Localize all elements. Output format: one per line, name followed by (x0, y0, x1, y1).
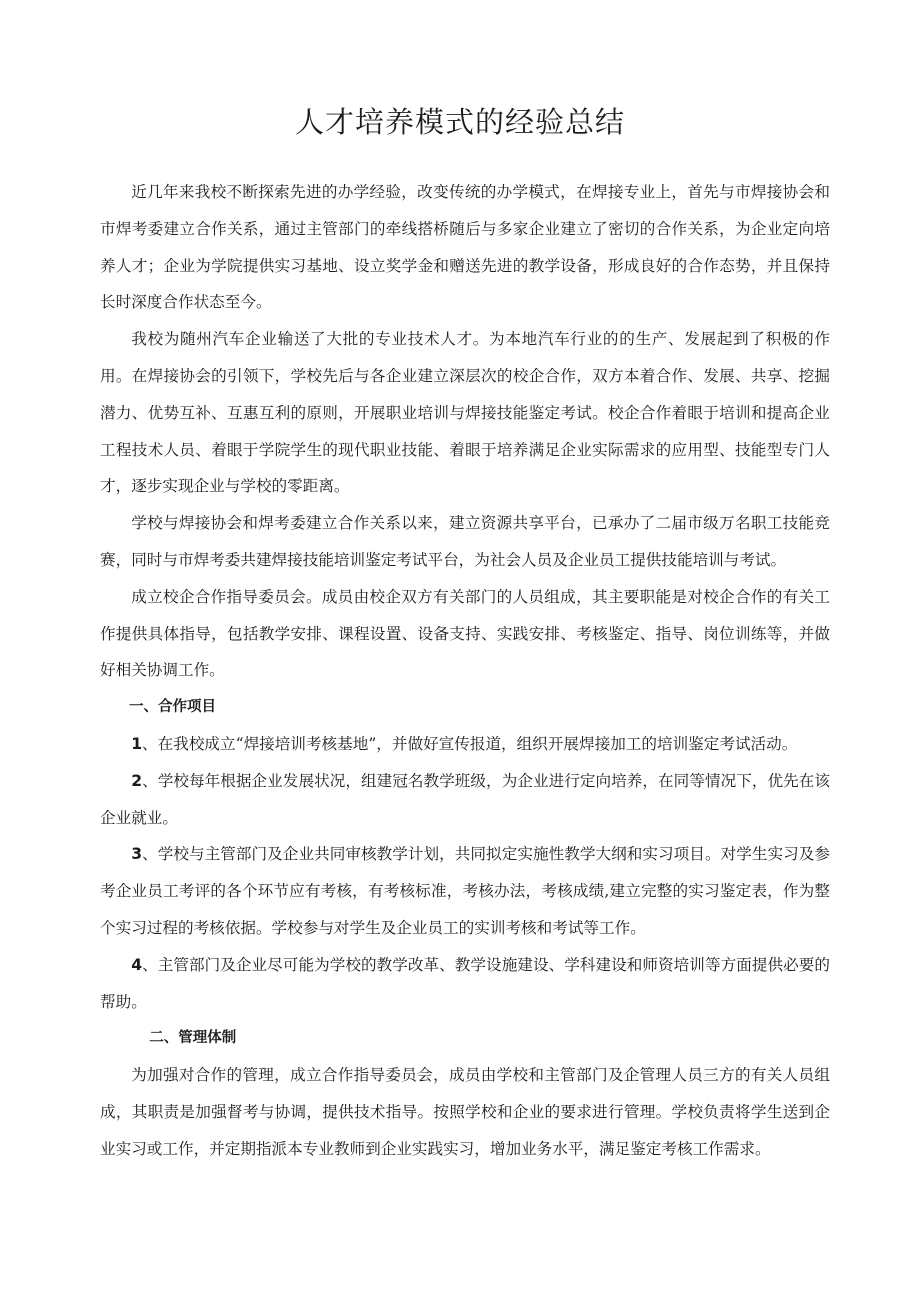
list-item (100, 947, 830, 1021)
paragraph-resource-sharing: 学校与焊接协会和焊考委建立合作关系以来，建立资源共享平台，已承办了二届市级万名职工技能竞赛，同时与市焊考委共建焊接技能培训鉴定考试平台，为社会人员及企业员工提供技能培训与考试。 (100, 514, 830, 569)
list-item-number: 1 (131, 734, 143, 753)
list-item-text: 、在我校成立“焊接培训考核基地”，并做好宣传报道，组织开展焊接加工的培训鉴定考试活动。 (142, 734, 798, 753)
paragraph-intro: 近几年来我校不断探索先进的办学经验，改变传统的办学模式，在焊接专业上，首先与市焊接协会和市焊考委建立合作关系，通过主管部门的牵线搭桥随后与多家企业建立了密切的合作关系，为企业定向培养人才；企业为学院提供实习基地、设立奖学金和赠送先进的教学设备，形成良好的合作态势，并且保持长时深度合作状态至今。 (100, 183, 830, 312)
list-item-text: 、学校每年根据企业发展状况，组建冠名教学班级，为企业进行定向培养，在同等情况下，优先在该企业就业。 (100, 771, 830, 827)
section-heading-cooperation-projects: 一、合作项目 (129, 699, 216, 716)
list-item-text: 、学校与主管部门及企业共同审核教学计划，共同拟定实施性教学大纲和实习项目。对学生实习及参考企业员工考评的各个环节应有考核，有考核标准，考核办法，考核成绩,建立完整的实习鉴定表，作为整个实习过程的考核依据。学校参与对学生及企业员工的实训考核和考试等工作。 (100, 845, 830, 937)
list-item (100, 836, 830, 946)
paragraph-committee: 成立校企合作指导委员会。成员由校企双方有关部门的人员组成，其主要职能是对校企合作的有关工作提供具体指导，包括教学安排、课程设置、设备支持、实践安排、考核鉴定、指导、岗位训练等，并做好相关协调工作。 (100, 587, 830, 680)
paragraph-talent-output: 我校为随州汽车企业输送了大批的专业技术人才。为本地汽车行业的的生产、发展起到了积极的作用。在焊接协会的引领下，学校先后与各企业建立深层次的校企合作，双方本着合作、发展、共享、挖掘潜力、优势互补、互惠互利的原则，开展职业培训与焊接技能鉴定考试。校企合作着眼于培训和提高企业工程技术人员、着眼于学院学生的现代职业技能、着眼于培养满足企业实际需求的应用型、技能型专门人才，逐步实现企业与学校的零距离。 (100, 330, 830, 496)
list-item (100, 726, 830, 763)
list-item-number: 2 (131, 771, 143, 790)
document-title: 人才培养模式的经验总结 (294, 105, 625, 139)
document-body (100, 174, 830, 1168)
section-heading-management-system: 二、管理体制 (149, 1030, 237, 1047)
paragraph-management: 为加强对合作的管理，成立合作指导委员会，成员由学校和主管部门及企管理人员三方的有关人员组成，其职责是加强督考与协调，提供技术指导。按照学校和企业的要求进行管理。学校负责将学生送到企业实习或工作，并定期指派本专业教师到企业实践实习，增加业务水平，满足鉴定考核工作需求。 (100, 1066, 830, 1158)
list-item-number: 4 (131, 955, 143, 974)
list-item (100, 763, 830, 837)
list-item-text: 、主管部门及企业尽可能为学校的教学改革、教学设施建设、学科建设和师资培训等方面提供必要的帮助。 (100, 955, 830, 1011)
list-item-number: 3 (131, 845, 143, 864)
